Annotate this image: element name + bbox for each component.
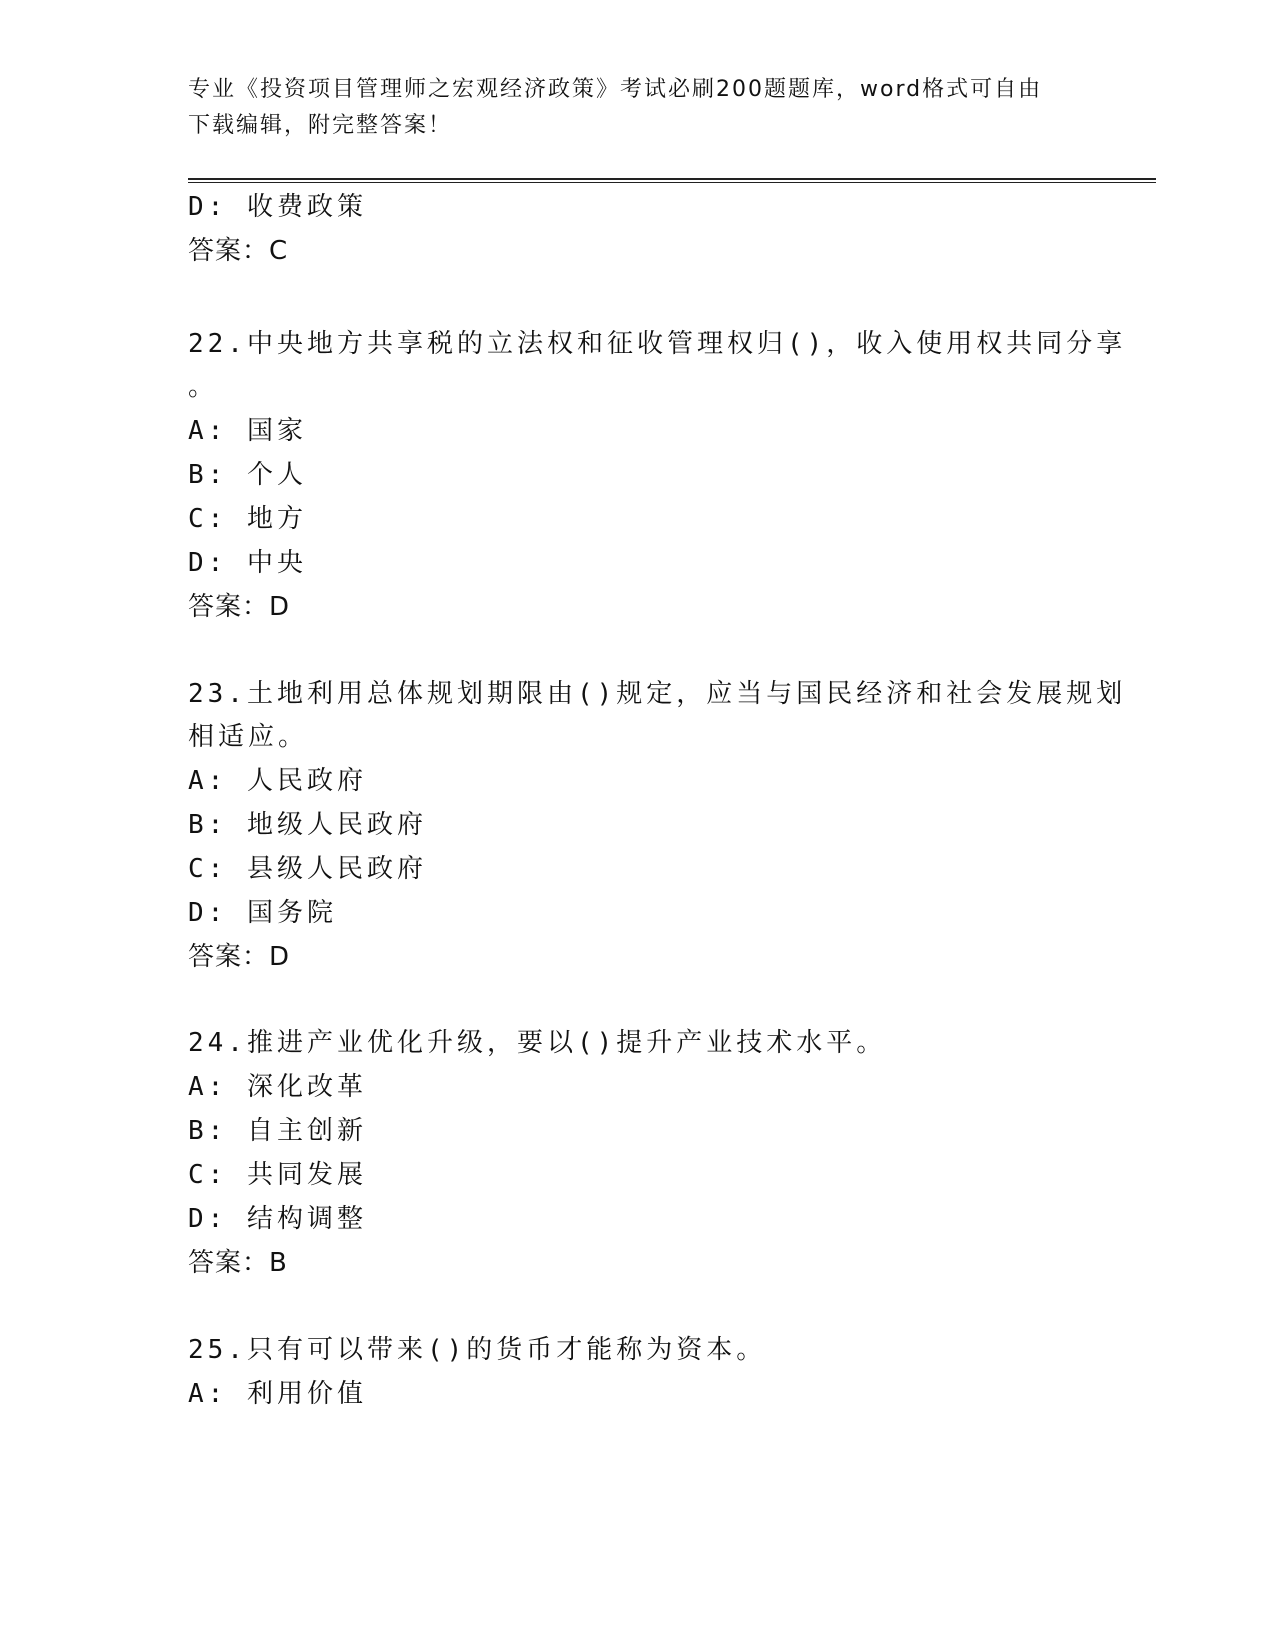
question-22-stem-line-2: 。 bbox=[188, 372, 219, 402]
question-24-option-c: C: 共同发展 bbox=[188, 1160, 367, 1190]
question-24-option-d: D: 结构调整 bbox=[188, 1204, 367, 1234]
question-22-option-b: B: 个人 bbox=[188, 460, 307, 490]
question-23-stem-line-2: 相适应。 bbox=[188, 722, 309, 752]
prev-option-d: D: 收费政策 bbox=[188, 192, 367, 222]
header-line-2: 下载编辑，附完整答案！ bbox=[188, 113, 453, 138]
question-24-option-b: B: 自主创新 bbox=[188, 1116, 367, 1146]
question-22-option-c: C: 地方 bbox=[188, 504, 307, 534]
prev-answer: 答案：C bbox=[188, 236, 289, 266]
question-24-option-a: A: 深化改革 bbox=[188, 1072, 367, 1102]
question-22-stem-line-1: 22.中央地方共享税的立法权和征收管理权归()，收入使用权共同分享 bbox=[188, 329, 1127, 359]
question-23-option-d: D: 国务院 bbox=[188, 898, 337, 928]
question-25-option-a: A: 利用价值 bbox=[188, 1379, 367, 1409]
question-25-stem: 25.只有可以带来()的货币才能称为资本。 bbox=[188, 1335, 767, 1365]
header-divider-thin bbox=[188, 182, 1156, 183]
header-divider-thick bbox=[188, 178, 1156, 180]
question-23-option-a: A: 人民政府 bbox=[188, 766, 367, 796]
question-22-option-a: A: 国家 bbox=[188, 416, 307, 446]
question-23-answer: 答案：D bbox=[188, 942, 291, 972]
question-23-stem-line-1: 23.土地利用总体规划期限由()规定，应当与国民经济和社会发展规划 bbox=[188, 679, 1127, 709]
header-line-1: 专业《投资项目管理师之宏观经济政策》考试必刷200题题库，word格式可自由 bbox=[188, 77, 1043, 102]
question-22-answer: 答案：D bbox=[188, 592, 291, 622]
question-24-answer: 答案：B bbox=[188, 1248, 288, 1278]
question-23-option-b: B: 地级人民政府 bbox=[188, 810, 427, 840]
question-23-option-c: C: 县级人民政府 bbox=[188, 854, 427, 884]
question-24-stem: 24.推进产业优化升级，要以()提升产业技术水平。 bbox=[188, 1028, 887, 1058]
question-22-option-d: D: 中央 bbox=[188, 548, 307, 578]
document-header bbox=[188, 72, 1068, 144]
